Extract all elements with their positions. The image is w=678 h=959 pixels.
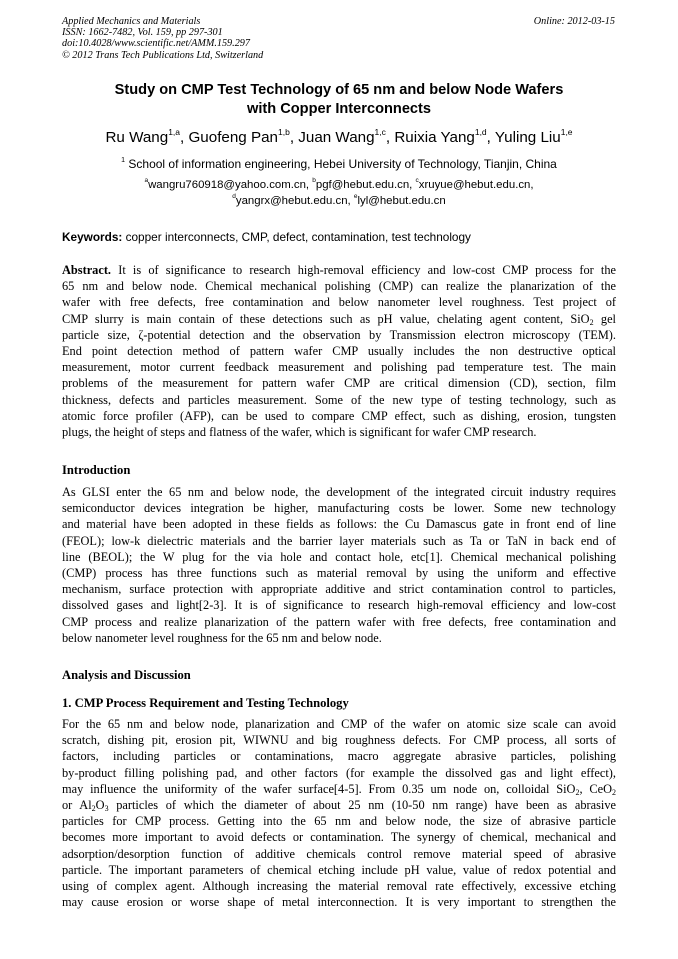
subscript: 3: [104, 803, 109, 813]
email-sup: d: [232, 192, 236, 200]
email-line-2: $^d$yangrx@hebut.edu.cn, $^e$lyl@hebut.edu.cn: [232, 192, 446, 207]
author-list: Ru Wang$^{1,a}$, Guofeng Pan$^{1,b}$, Juan Wang$^{1,c}$, Ruixia Yang$^{1,d}$, Yuling Liu$^{1,e}$: [105, 127, 573, 146]
journal-header: [62, 16, 263, 61]
subscript: 2: [611, 787, 616, 797]
body-line: factors, including particles or contaminations, macro aggregate abrasive particles, polishing: [62, 749, 616, 764]
body-line: As GLSI enter the 65 nm and below node, the development of the integrated circuit industry requires: [62, 485, 616, 499]
author-affil-sup: 1,e: [560, 127, 573, 137]
analysis-heading: Analysis and Discussion: [62, 668, 191, 682]
affiliation-sup: 1: [121, 157, 126, 164]
body-line: becomes more important to avoid defects or contamination. The synergy of chemical, mechanical and: [62, 830, 616, 845]
subscript: 2: [575, 787, 580, 797]
title-line-2: with Copper Interconnects: [246, 101, 432, 117]
subscript: 2: [589, 317, 594, 327]
body-line: (FEOL); low-k dielectric materials and the barrier layer materials such as Ta or TaN in back end of: [62, 533, 616, 548]
email-address: pgf@hebut.edu.cn: [315, 179, 410, 191]
body-text: particles of which the diameter of about 25 nm (10-50 nm range) have been as abrasive: [108, 797, 617, 812]
body-text: O: [95, 797, 105, 812]
abstract-line: [62, 262, 616, 278]
abstract-text: It is of significance to research high-removal efficiency and low-cost CMP process for the: [118, 263, 616, 277]
abstract-line: plugs, the height of steps and flatness of the wafer, which is significant for wafer CMP research.: [62, 424, 537, 439]
body-line: scratch, dishing pit, erosion pit, WIWNU and big roughness defects. For CMP process, all sorts of: [62, 733, 616, 748]
abstract-text: CMP slurry is main contain of these detections such as pH value, chelating agent content, SiO: [62, 311, 590, 326]
email-sup: b: [312, 177, 316, 184]
copyright-line: © 2012 Trans Tech Publications Ltd, Switzerland: [62, 49, 264, 61]
body-line: particles for CMP process. Getting into the 65 nm and below node, the size of abrasive particle: [62, 814, 616, 829]
email-address: xruyue@hebut.edu.cn: [418, 179, 531, 191]
author-name: Juan Wang: [298, 129, 375, 146]
body-line: by-product filling polishing pad, and other factors (for example the dissolved gas and light effect),: [62, 765, 616, 780]
body-line: CMP process and realize planarization of the pattern wafer with free defects, free contamination and: [62, 614, 616, 629]
body-line: particle. The important parameters of chemical etching include pH value, value of redox potential and: [62, 862, 616, 877]
email-list: [40, 178, 638, 209]
introduction-heading: Introduction: [62, 463, 131, 477]
body-line: semiconductor devices integration be higher, manufacturing costs be lower. Some new technology: [62, 501, 616, 516]
affiliation: [40, 157, 638, 172]
journal-name: Applied Mechanics and Materials: [62, 16, 201, 27]
body-line: may cause erosion or worse shape of metal interconnection. It is very important to strengthen the: [62, 895, 616, 910]
issn-line: ISSN: 1662-7482, Vol. 159, pp 297-301: [62, 27, 223, 39]
abstract-line: 65 nm and below node. Chemical mechanical polishing (CMP) can realize the planarization of the: [62, 279, 616, 294]
keywords-label: Keywords:: [62, 230, 123, 244]
body-line: below nanometer level roughness for the 65 nm and below node.: [62, 630, 382, 645]
subscript: 2: [91, 803, 96, 813]
body-text: or Al: [62, 797, 92, 812]
abstract-line: [62, 311, 616, 327]
author-affil-sup: 1,d: [474, 127, 487, 137]
body-line: adsorption/desorption function of additive chemicals control remove material speed of abrasive: [62, 846, 616, 861]
abstract-line: problems of the measurement for pattern wafer CMP are critical dimension (CD), section, film: [62, 376, 616, 391]
author-affil-sup: 1,c: [374, 127, 386, 137]
author-affil-sup: 1,a: [168, 127, 181, 137]
abstract-line: particle size, ζ-potential detection and the observation by Transmission electron microscopy (TEM).: [62, 327, 616, 342]
body-line: using of complex agent. Although increasing the material removal rate effectively, excessive etching: [62, 878, 616, 893]
email-address: yangrx@hebut.edu.cn: [235, 194, 348, 207]
abstract-line: wafer with free defects, free contamination and below nanometer level roughness. Test project of: [62, 295, 616, 310]
email-sup: c: [415, 177, 419, 184]
email-sup: e: [353, 192, 358, 200]
abstract-text: gel: [593, 311, 616, 326]
body-line: line (BEOL); the W plug for the via hole and contact hole, etc[1]. Chemical mechanical polishing: [62, 549, 616, 564]
author-name: Ru Wang: [105, 129, 169, 146]
body-line: [62, 781, 616, 797]
title-line-1: Study on CMP Test Technology of 65 nm and below Node Wafers: [114, 82, 564, 98]
section-1-heading: 1. CMP Process Requirement and Testing Technology: [62, 696, 349, 710]
body-text: may influence the uniformity of the wafer surface[4-5]. From 0.35 um node on, colloidal SiO: [62, 781, 576, 796]
abstract: [62, 262, 616, 440]
abstract-line: thickness, defects and particles measurement. Some of the new type of testing technology, such as: [62, 392, 616, 407]
abstract-label: Abstract.: [62, 263, 112, 277]
introduction-body: [62, 484, 616, 646]
body-text: , CeO: [579, 781, 612, 796]
author-name: Guofeng Pan: [188, 129, 278, 146]
body-line: (CMP) process has three functions such as material removal by using the uniform and effective: [62, 565, 616, 580]
analysis-body: [62, 716, 616, 910]
body-line: For the 65 nm and below node, planarization and CMP of the wafer on atomic size scale can avoid: [62, 717, 616, 731]
abstract-line: End point detection method of pattern wafer CMP usually includes the non destructive optical: [62, 343, 616, 358]
body-line: dissolved gases and light[2-3]. It is of significance to research high-removal efficiency and low-cost: [62, 598, 616, 613]
paper-title: [62, 81, 616, 119]
email-address: lyl@hebut.edu.cn: [357, 194, 446, 207]
online-date: Online: 2012-03-15: [533, 16, 615, 27]
affiliation-text: School of information engineering, Hebei University of Technology, Tianjin, China: [128, 157, 557, 171]
body-line: and material have been adopted in these fields as follows: the Cu Damascus gate in front end of line: [62, 517, 616, 532]
email-address: wangru760918@yahoo.com.cn: [148, 179, 306, 191]
abstract-line: atomic force profiler (AFP), can be used to compare CMP effect, such as dishing, erosion, tungsten: [62, 408, 616, 423]
keywords-text: copper interconnects, CMP, defect, contamination, test technology: [125, 230, 471, 244]
author-affil-sup: 1,b: [278, 127, 290, 137]
abstract-line: measurement, motor current feedback measurement and polishing pad temperature test. The main: [62, 360, 616, 375]
body-line: [62, 797, 616, 813]
body-line: mechanism, surface protection with appropriate additive and strict contamination control to particles,: [62, 582, 616, 597]
keywords: [62, 230, 616, 245]
author-name: Ruixia Yang: [394, 129, 475, 146]
email-sup: a: [144, 177, 149, 184]
email-line-1: $^a$wangru760918@yahoo.com.cn, $^b$pgf@hebut.edu.cn, $^c$xruyue@hebut.edu.cn,: [144, 177, 534, 191]
doi-line: doi:10.4028/www.scientific.net/AMM.159.297: [62, 38, 250, 50]
author-name: Yuling Liu: [494, 129, 561, 146]
